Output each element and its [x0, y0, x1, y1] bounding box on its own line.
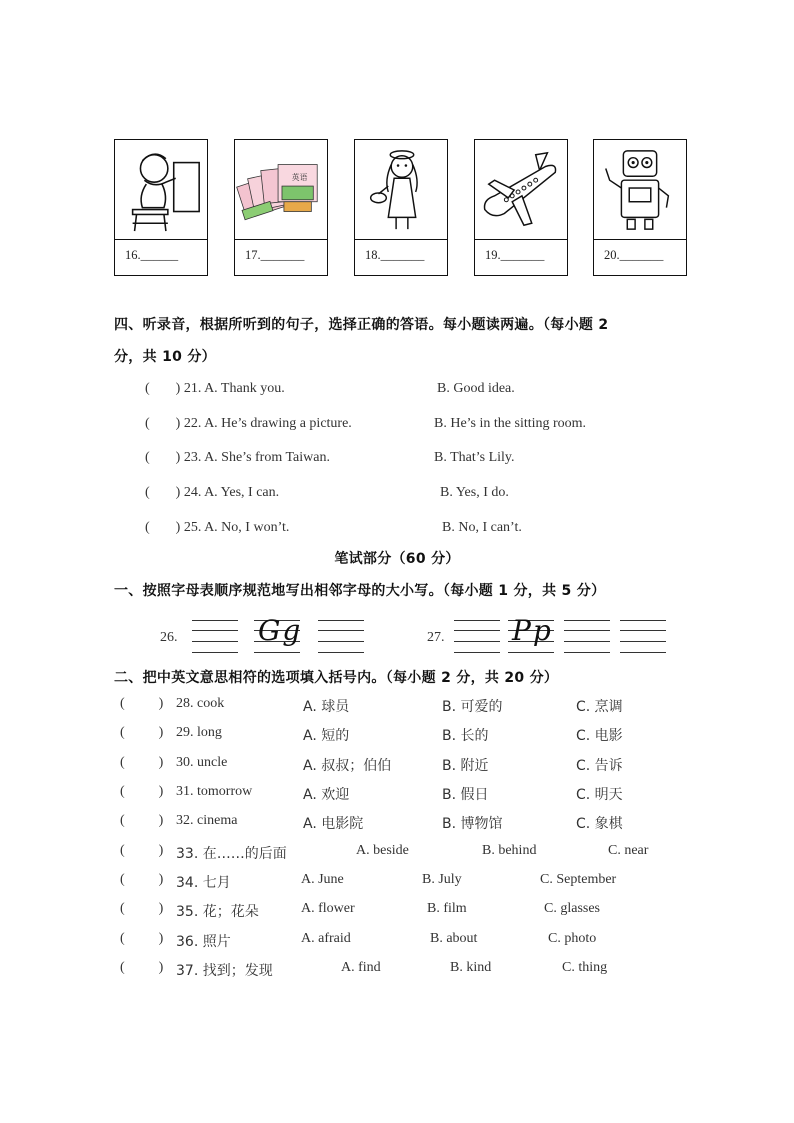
question-31-option-c: C. 明天	[576, 787, 623, 803]
answer-bracket-31[interactable]: ( )	[120, 784, 164, 799]
question-29: 29. long	[176, 725, 222, 740]
answer-bracket-32[interactable]: ( )	[120, 813, 164, 828]
answer-bracket[interactable]: (	[145, 520, 150, 535]
question-29-option-a: A. 短的	[303, 728, 350, 744]
question-31-option-a: A. 欢迎	[303, 787, 350, 803]
answer-bracket-34[interactable]: ( )	[120, 872, 164, 887]
answer-blank-19[interactable]: 19._______	[485, 248, 545, 262]
question-37-option-a: A. find	[341, 960, 381, 975]
question-22	[145, 416, 352, 432]
question-28-option-a: A. 球员	[303, 699, 350, 715]
question-37-option-b: B. kind	[450, 960, 492, 975]
girl-drawing-icon	[115, 140, 207, 240]
question-33: 33. 在……的后面	[176, 846, 287, 862]
answer-bracket[interactable]: (	[145, 450, 150, 465]
question-28: 28. cook	[176, 696, 225, 711]
question-37: 37. 找到；发现	[176, 963, 273, 979]
question-30-option-c: C. 告诉	[576, 758, 623, 774]
question-36-option-b: B. about	[430, 931, 478, 946]
question-35-option-b: B. film	[427, 901, 467, 916]
question-29-option-c: C. 电影	[576, 728, 623, 744]
question-34: 34. 七月	[176, 875, 231, 891]
girl-with-basket-icon	[355, 140, 447, 240]
picture-box-19	[474, 139, 568, 276]
bracket-close: )	[175, 381, 181, 396]
written-part-title: 笔试部分（60 分）	[334, 551, 460, 567]
answer-bracket-35[interactable]: ( )	[120, 901, 164, 916]
answer-bracket-29[interactable]: ( )	[120, 725, 164, 740]
option-a: 22. A. He’s drawing a picture.	[183, 416, 352, 431]
answer-bracket[interactable]: (	[145, 381, 150, 396]
question-27-label: 27.	[427, 630, 445, 645]
picture-box-20	[593, 139, 687, 276]
question-23-option-b: B. That’s Lily.	[434, 450, 515, 465]
letter-pp: Pp	[512, 614, 553, 647]
writing-lines-26a[interactable]	[192, 620, 238, 653]
section-4-title-line1: 四、听录音，根据所听到的句子，选择正确的答语。每小题读两遍。（每小题 2	[114, 317, 609, 333]
question-36-option-a: A. afraid	[301, 931, 351, 946]
option-a: 24. A. Yes, I can.	[183, 485, 280, 500]
airplane-icon	[475, 140, 567, 240]
robot-icon	[594, 140, 686, 240]
section-w2-title: 二、把中英文意思相符的选项填入括号内。（每小题 2 分，共 20 分）	[114, 670, 559, 686]
picture-box-18	[354, 139, 448, 276]
question-37-option-c: C. thing	[562, 960, 608, 975]
answer-bracket-30[interactable]: ( )	[120, 755, 164, 770]
question-34-option-a: A. June	[301, 872, 344, 887]
answer-blank-18[interactable]: 18._______	[365, 248, 425, 262]
question-33-option-a: A. beside	[356, 843, 409, 858]
question-32-option-c: C. 象棋	[576, 816, 623, 832]
question-25-option-b: B. No, I can’t.	[442, 520, 522, 535]
answer-blank-20[interactable]: 20._______	[604, 248, 664, 262]
writing-lines-26c[interactable]	[318, 620, 364, 653]
answer-bracket[interactable]: (	[145, 485, 150, 500]
question-34-option-b: B. July	[422, 872, 462, 887]
question-24	[145, 485, 279, 501]
writing-lines-27a[interactable]	[454, 620, 500, 653]
question-21	[145, 381, 285, 397]
question-33-option-b: B. behind	[482, 843, 537, 858]
picture-box-17	[234, 139, 328, 276]
question-36-option-c: C. photo	[548, 931, 597, 946]
question-26-label: 26.	[160, 630, 178, 645]
question-24-option-b: B. Yes, I do.	[440, 485, 509, 500]
option-a: 25. A. No, I won’t.	[183, 520, 290, 535]
question-28-option-b: B. 可爱的	[442, 699, 503, 715]
writing-lines-27c[interactable]	[564, 620, 610, 653]
bracket-close: )	[175, 450, 181, 465]
question-21-option-b: B. Good idea.	[437, 381, 515, 396]
answer-bracket-28[interactable]: ( )	[120, 696, 164, 711]
question-36: 36. 照片	[176, 934, 231, 950]
writing-lines-27d[interactable]	[620, 620, 666, 653]
question-22-option-b: B. He’s in the sitting room.	[434, 416, 587, 431]
question-28-option-c: C. 烹调	[576, 699, 623, 715]
question-32-option-b: B. 博物馆	[442, 816, 503, 832]
question-32-option-a: A. 电影院	[303, 816, 364, 832]
letter-gg: Gg	[258, 614, 303, 647]
question-31: 31. tomorrow	[176, 784, 253, 799]
section-4-title-line2: 分，共 10 分）	[114, 349, 216, 365]
answer-bracket[interactable]: (	[145, 416, 150, 431]
bracket-close: )	[175, 520, 181, 535]
section-w1-title: 一、按照字母表顺序规范地写出相邻字母的大小写。（每小题 1 分，共 5 分）	[114, 583, 606, 599]
answer-bracket-33[interactable]: ( )	[120, 843, 164, 858]
svg-text:英语: 英语	[291, 173, 308, 183]
question-25	[145, 520, 289, 536]
answer-blank-16[interactable]: 16.______	[125, 248, 179, 262]
question-29-option-b: B. 长的	[442, 728, 489, 744]
question-23	[145, 450, 330, 466]
english-books-icon	[235, 140, 327, 240]
picture-box-16	[114, 139, 208, 276]
answer-bracket-37[interactable]: ( )	[120, 960, 164, 975]
bracket-close: )	[175, 416, 181, 431]
question-35-option-c: C. glasses	[544, 901, 600, 916]
question-30-option-a: A. 叔叔；伯伯	[303, 758, 392, 774]
question-32: 32. cinema	[176, 813, 238, 828]
option-a: 23. A. She’s from Taiwan.	[183, 450, 330, 465]
question-35: 35. 花；花朵	[176, 904, 259, 920]
question-30: 30. uncle	[176, 755, 228, 770]
question-33-option-c: C. near	[608, 843, 649, 858]
question-30-option-b: B. 附近	[442, 758, 489, 774]
answer-blank-17[interactable]: 17._______	[245, 248, 305, 262]
question-34-option-c: C. September	[540, 872, 617, 887]
bracket-close: )	[175, 485, 181, 500]
question-35-option-a: A. flower	[301, 901, 355, 916]
question-31-option-b: B. 假日	[442, 787, 489, 803]
answer-bracket-36[interactable]: ( )	[120, 931, 164, 946]
option-a: 21. A. Thank you.	[183, 381, 285, 396]
